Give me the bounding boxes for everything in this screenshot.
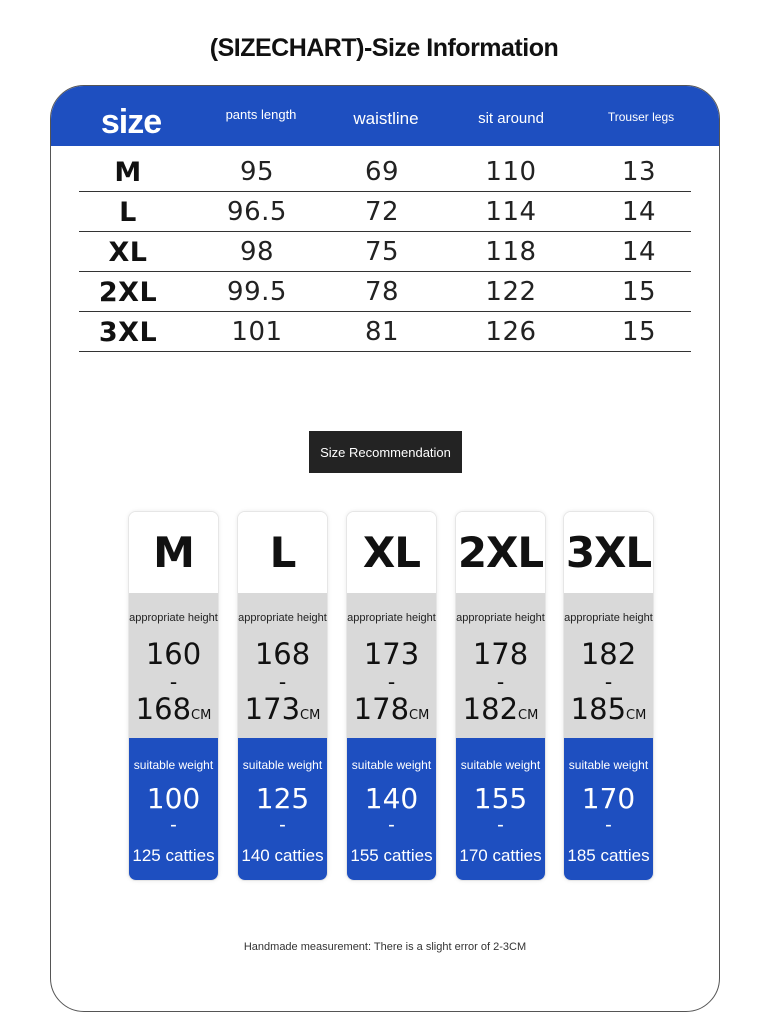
cell-pants-length: 96.5 bbox=[227, 197, 287, 227]
height-max bbox=[347, 692, 436, 726]
table-header bbox=[51, 86, 719, 146]
height-label: appropriate height bbox=[238, 612, 327, 624]
cell-trouser-legs: 14 bbox=[621, 237, 657, 267]
size-card-header bbox=[129, 512, 218, 593]
weight-label: suitable weight bbox=[242, 758, 323, 772]
size-card-size: 3XL bbox=[565, 528, 652, 577]
height-unit: CM bbox=[409, 708, 430, 723]
weight-panel bbox=[564, 738, 653, 881]
cell-waistline: 78 bbox=[364, 277, 400, 307]
height-max bbox=[456, 692, 545, 726]
page-title: (SIZECHART)-Size Information bbox=[209, 34, 559, 62]
weight-max: 125 catties bbox=[132, 846, 215, 865]
header-waistline: waistline bbox=[353, 109, 419, 128]
table-row bbox=[79, 272, 691, 312]
weight-min: 100 bbox=[146, 782, 201, 815]
table-row bbox=[79, 152, 691, 192]
height-max bbox=[129, 692, 218, 726]
height-max-value: 185 bbox=[570, 692, 627, 726]
weight-panel bbox=[238, 738, 327, 881]
height-label: appropriate height bbox=[564, 612, 653, 624]
height-unit: CM bbox=[626, 708, 647, 723]
height-max-value: 173 bbox=[244, 692, 301, 726]
weight-max: 170 catties bbox=[459, 846, 542, 865]
weight-dash: - bbox=[170, 814, 177, 836]
height-dash: - bbox=[496, 669, 505, 694]
size-card-m bbox=[128, 511, 219, 881]
cell-waistline: 72 bbox=[364, 197, 400, 227]
size-chart-card bbox=[50, 85, 720, 1012]
weight-label: suitable weight bbox=[568, 758, 649, 772]
size-recommendation-badge: Size Recommendation bbox=[309, 431, 462, 473]
height-min: 173 bbox=[363, 637, 420, 671]
cell-pants-length: 98 bbox=[239, 237, 275, 267]
size-card-size: XL bbox=[362, 528, 421, 577]
weight-dash: - bbox=[497, 814, 504, 836]
cell-size: 2XL bbox=[98, 276, 158, 308]
cell-size: XL bbox=[108, 236, 148, 268]
cell-sit-around: 114 bbox=[485, 197, 537, 227]
weight-min: 155 bbox=[473, 782, 528, 815]
size-card-size: L bbox=[269, 528, 296, 577]
weight-max: 140 catties bbox=[241, 846, 324, 865]
height-max-value: 182 bbox=[462, 692, 519, 726]
height-unit: CM bbox=[300, 708, 321, 723]
cell-size: L bbox=[119, 196, 137, 228]
table-row bbox=[79, 192, 691, 232]
weight-dash: - bbox=[605, 814, 612, 836]
height-panel bbox=[456, 593, 545, 738]
size-card-size: M bbox=[153, 528, 194, 577]
weight-panel bbox=[347, 738, 436, 881]
height-min: 178 bbox=[472, 637, 529, 671]
weight-dash: - bbox=[388, 814, 395, 836]
height-panel bbox=[238, 593, 327, 738]
height-min: 160 bbox=[145, 637, 202, 671]
cell-sit-around: 110 bbox=[485, 157, 537, 187]
table-row bbox=[79, 232, 691, 272]
header-trouser-legs: Trouser legs bbox=[607, 110, 675, 124]
weight-min: 170 bbox=[581, 782, 636, 815]
header-pants-length: pants length bbox=[225, 106, 297, 122]
size-card-header bbox=[456, 512, 545, 593]
height-panel bbox=[347, 593, 436, 738]
height-dash: - bbox=[604, 669, 613, 694]
height-label: appropriate height bbox=[129, 612, 218, 624]
height-max bbox=[564, 692, 653, 726]
weight-max: 155 catties bbox=[350, 846, 433, 865]
cell-trouser-legs: 15 bbox=[621, 317, 657, 347]
weight-min: 140 bbox=[364, 782, 419, 815]
weight-label: suitable weight bbox=[351, 758, 432, 772]
header-sit-around: sit around bbox=[478, 109, 544, 127]
cell-trouser-legs: 13 bbox=[621, 157, 657, 187]
height-unit: CM bbox=[191, 708, 212, 723]
weight-label: suitable weight bbox=[460, 758, 541, 772]
height-max bbox=[238, 692, 327, 726]
cell-waistline: 81 bbox=[364, 317, 400, 347]
header-size: size bbox=[100, 102, 162, 141]
cell-sit-around: 126 bbox=[485, 317, 537, 347]
height-min: 182 bbox=[580, 637, 637, 671]
cell-size: 3XL bbox=[98, 316, 158, 348]
size-table bbox=[79, 152, 691, 352]
size-card-header bbox=[564, 512, 653, 593]
height-max-value: 168 bbox=[135, 692, 192, 726]
size-card-l bbox=[237, 511, 328, 881]
height-label: appropriate height bbox=[456, 612, 545, 624]
height-unit: CM bbox=[518, 708, 539, 723]
cell-waistline: 75 bbox=[364, 237, 400, 267]
height-panel bbox=[564, 593, 653, 738]
weight-dash: - bbox=[279, 814, 286, 836]
cell-sit-around: 122 bbox=[485, 277, 537, 307]
weight-panel bbox=[129, 738, 218, 881]
height-dash: - bbox=[387, 669, 396, 694]
table-row bbox=[79, 312, 691, 352]
weight-min: 125 bbox=[255, 782, 310, 815]
cell-trouser-legs: 15 bbox=[621, 277, 657, 307]
size-card-header bbox=[238, 512, 327, 593]
height-max-value: 178 bbox=[353, 692, 410, 726]
height-dash: - bbox=[169, 669, 178, 694]
weight-max: 185 catties bbox=[567, 846, 650, 865]
size-card-2xl bbox=[455, 511, 546, 881]
cell-pants-length: 95 bbox=[239, 157, 275, 187]
cell-trouser-legs: 14 bbox=[621, 197, 657, 227]
height-dash: - bbox=[278, 669, 287, 694]
weight-panel bbox=[456, 738, 545, 881]
height-label: appropriate height bbox=[347, 612, 436, 624]
size-card-size: 2XL bbox=[457, 528, 544, 577]
size-card-3xl bbox=[563, 511, 654, 881]
size-card-header bbox=[347, 512, 436, 593]
cell-pants-length: 101 bbox=[231, 317, 283, 347]
cell-waistline: 69 bbox=[364, 157, 400, 187]
cell-pants-length: 99.5 bbox=[227, 277, 287, 307]
height-panel bbox=[129, 593, 218, 738]
height-min: 168 bbox=[254, 637, 311, 671]
measurement-note: Handmade measurement: There is a slight error of 2-3CM bbox=[243, 941, 527, 953]
size-card-xl bbox=[346, 511, 437, 881]
cell-sit-around: 118 bbox=[485, 237, 537, 267]
weight-label: suitable weight bbox=[133, 758, 214, 772]
cell-size: M bbox=[114, 156, 142, 188]
